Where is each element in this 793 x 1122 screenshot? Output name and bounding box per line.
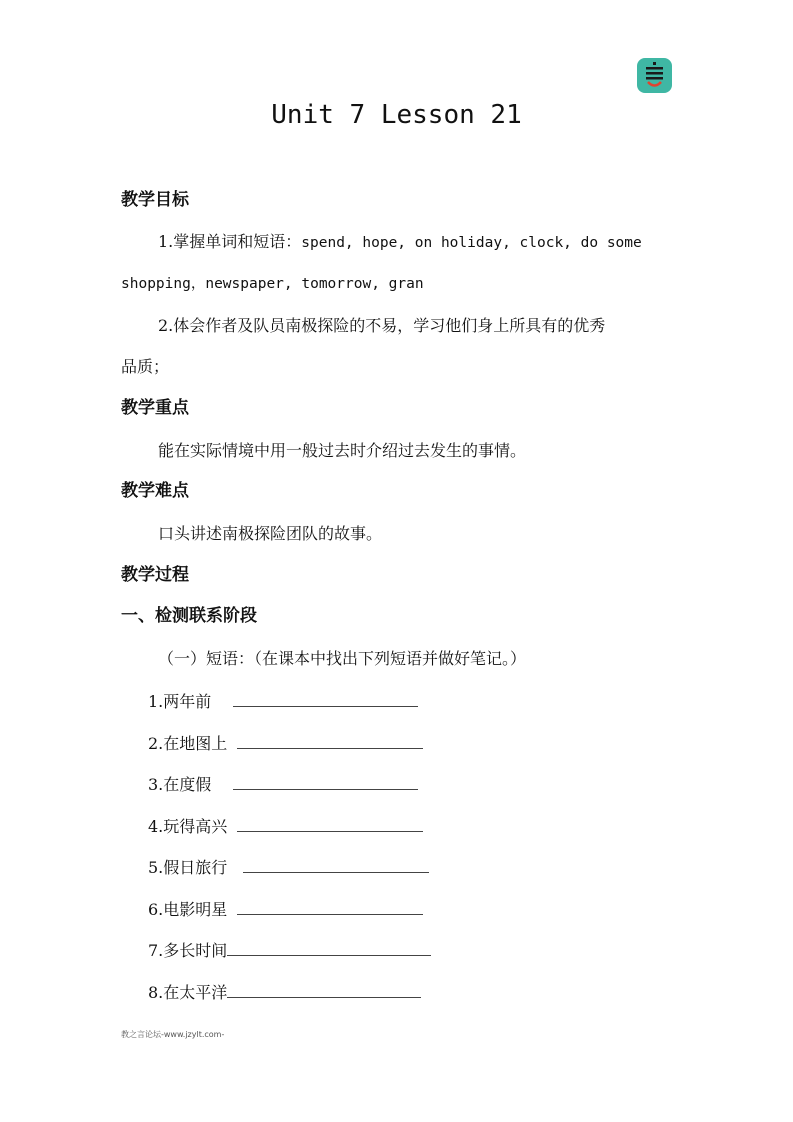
phrases-intro: （一）短语：（在课本中找出下列短语并做好笔记。） (158, 649, 527, 668)
goal-1-prefix: 1.掌握单词和短语： (158, 232, 302, 251)
phrase-label: 2.在地图上 (148, 734, 228, 753)
stage-1-heading: 一、检测联系阶段 (121, 606, 257, 626)
phrase-label: 8.在太平洋 (148, 983, 228, 1002)
answer-blank[interactable] (237, 815, 423, 832)
process-heading: 教学过程 (121, 565, 189, 585)
answer-blank[interactable] (227, 939, 431, 956)
focus-text: 能在实际情境中用一般过去时介绍过去发生的事情。 (158, 441, 527, 460)
phrase-label: 3.在度假 (148, 775, 212, 794)
phrase-item (148, 732, 423, 754)
goal-1-words: spend, hope, on holiday, clock, do some (301, 235, 642, 251)
phrase-item (148, 898, 423, 920)
phrase-item (148, 690, 418, 712)
phrase-item (148, 773, 418, 795)
footer-source: 教之言论坛-www.jzylt.com- (121, 1030, 225, 1039)
phrase-item (148, 981, 421, 1003)
difficulty-heading: 教学难点 (121, 481, 189, 501)
goal-2-line-1: 2.体会作者及队员南极探险的不易，学习他们身上所具有的优秀 (158, 316, 606, 335)
answer-blank[interactable] (233, 690, 418, 707)
answer-blank[interactable] (237, 732, 423, 749)
phrase-item (148, 815, 423, 837)
focus-heading: 教学重点 (121, 398, 189, 418)
answer-blank[interactable] (243, 856, 429, 873)
phrase-item (148, 939, 431, 961)
answer-blank[interactable] (237, 898, 423, 915)
phrase-label: 4.玩得高兴 (148, 817, 228, 836)
answer-blank[interactable] (227, 981, 421, 998)
goal-1-continued: shopping，newspaper, tomorrow, gran (121, 276, 424, 292)
goals-heading: 教学目标 (121, 190, 189, 210)
goal-2-line-2: 品质； (121, 357, 170, 376)
phrase-label: 5.假日旅行 (148, 858, 228, 877)
phrase-label: 1.两年前 (148, 692, 212, 711)
jzylt-logo-icon (637, 58, 672, 93)
phrase-label: 6.电影明星 (148, 900, 228, 919)
phrase-label: 7.多长时间 (148, 941, 228, 960)
page-title: Unit 7 Lesson 21 (271, 100, 522, 130)
goal-1 (158, 232, 642, 253)
difficulty-text: 口头讲述南极探险团队的故事。 (158, 524, 383, 543)
answer-blank[interactable] (233, 773, 418, 790)
phrase-item (148, 856, 429, 878)
